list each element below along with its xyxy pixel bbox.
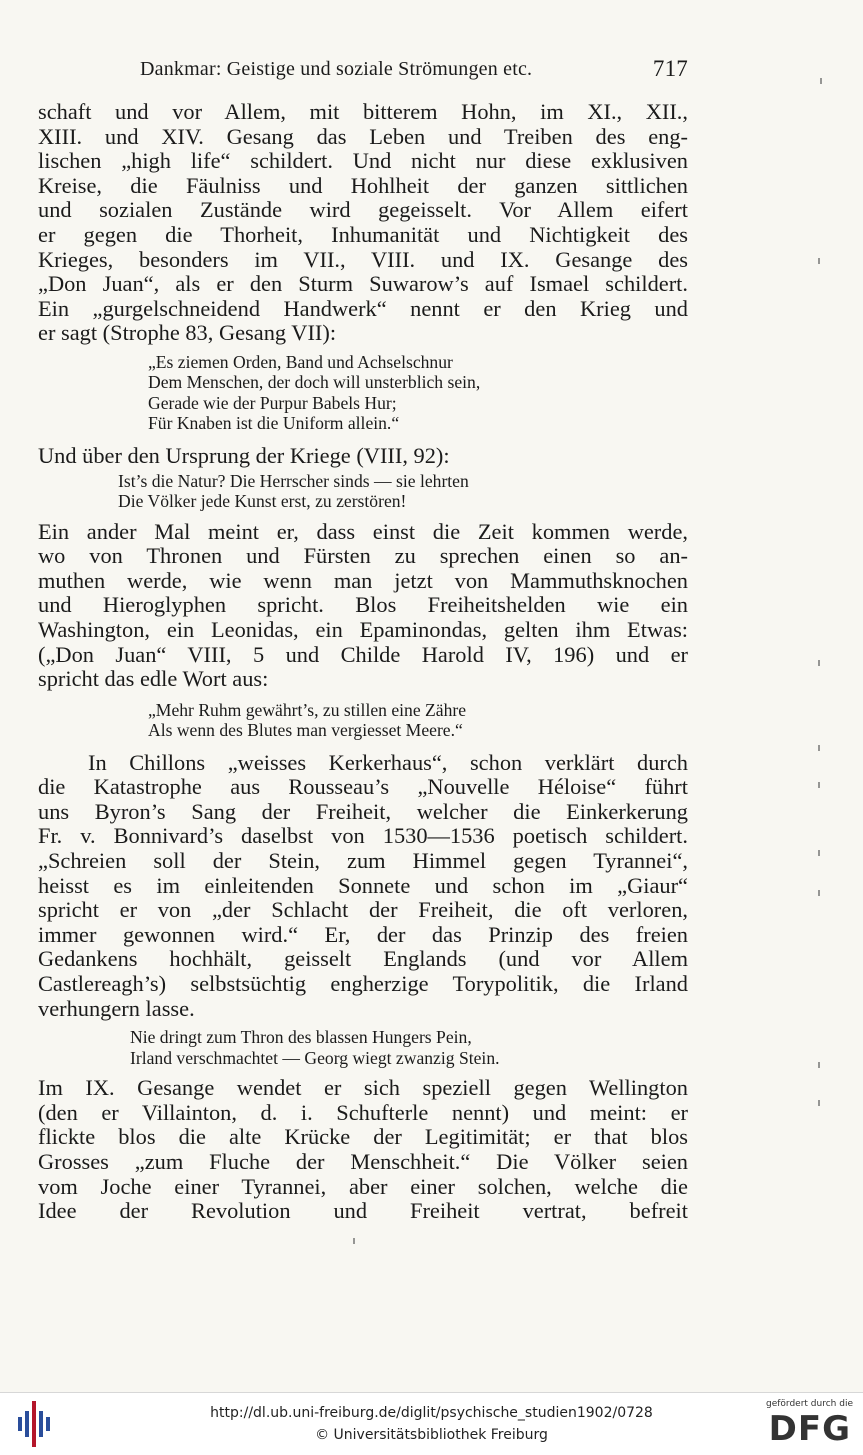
margin-mark	[818, 850, 820, 856]
paragraph-1	[38, 100, 688, 346]
text-line: Washington, ein Leonidas, ein Epaminondas, gelten ihm Etwas:	[38, 616, 688, 642]
margin-mark	[818, 1062, 820, 1068]
text-line: heisst es im einleitenden Sonnete und schon im „Giaur“	[38, 872, 688, 898]
text-line: (den er Villainton, d. i. Schufterle nennt) und meint: er	[38, 1099, 688, 1125]
margin-mark	[818, 745, 820, 751]
verse-quote-3	[148, 700, 688, 741]
text-line: er sagt (Strophe 83, Gesang VII):	[38, 320, 337, 346]
text-line: „Don Juan“, als er den Sturm Suwarow’s auf Ismael schildert.	[38, 271, 688, 297]
dfg-logo: DFG	[768, 1409, 851, 1449]
text-line: flickte blos die alte Krücke der Legitimität; er that blos	[38, 1124, 688, 1150]
margin-mark	[820, 78, 822, 84]
text-line: XIII. und XIV. Gesang das Leben und Treiben des eng-	[38, 123, 688, 149]
text-line: lischen „high life“ schildert. Und nicht nur diese exklusiven	[38, 148, 688, 174]
verse-line: „Mehr Ruhm gewährt’s, zu stillen eine Zähre	[148, 699, 467, 720]
margin-mark	[818, 890, 820, 896]
text-line: Fr. v. Bonnivard’s daselbst von 1530—1536 poetisch schildert.	[38, 823, 688, 849]
verse-line: Die Völker jede Kunst erst, zu zerstören!	[118, 491, 407, 512]
text-line: spricht das edle Wort aus:	[38, 666, 269, 692]
running-title: Dankmar: Geistige und soziale Strömungen etc.	[140, 58, 533, 80]
text-line: uns Byron’s Sang der Freiheit, welcher die Einkerkerung	[38, 798, 688, 824]
verse-line: Für Knaben ist die Uniform allein.“	[148, 413, 400, 434]
verse-line: Nie dringt zum Thron des blassen Hungers Pein,	[130, 1027, 472, 1048]
copyright-notice: © Universitätsbibliothek Freiburg	[315, 1427, 548, 1443]
text-line: Und über den Ursprung der Kriege (VIII, 92):	[38, 442, 450, 468]
margin-mark	[353, 1238, 355, 1244]
text-line: wo von Thronen und Fürsten zu sprechen einen so an-	[38, 543, 688, 569]
verse-line: „Es ziemen Orden, Band und Achselschnur	[148, 351, 453, 372]
text-line: und Hieroglyphen spricht. Blos Freiheitshelden wie ein	[38, 592, 688, 618]
verse-quote-4	[130, 1027, 688, 1068]
text-line: („Don Juan“ VIII, 5 und Childe Harold IV, 196) und er	[38, 641, 688, 667]
text-line: Ein ander Mal meint er, dass einst die Zeit kommen werde,	[38, 518, 688, 544]
paragraph-3	[38, 520, 688, 692]
text-line: Castlereagh’s) selbstsüchtig engherzige Torypolitik, die Irland	[38, 971, 688, 997]
margin-mark	[818, 1100, 820, 1106]
text-line: die Katastrophe aus Rousseau’s „Nouvelle Héloise“ führt	[38, 774, 688, 800]
verse-line: Ist’s die Natur? Die Herrscher sinds — sie lehrten	[118, 470, 469, 491]
verse-line: Gerade wie der Purpur Babels Hur;	[148, 392, 397, 413]
text-line: und sozialen Zustände wird gegeisselt. Vor Allem eifert	[38, 197, 688, 223]
text-line: Gedankens hochhält, geisselt Englands (und vor Allem	[38, 946, 688, 972]
text-line: Idee der Revolution und Freiheit vertrat, befreit	[38, 1198, 688, 1224]
text-line: vom Joche einer Tyrannei, aber einer solchen, welche die	[38, 1173, 688, 1199]
margin-mark	[818, 782, 820, 788]
text-line: schaft und vor Allem, mit bitterem Hohn, im XI., XII.,	[38, 99, 688, 124]
page-number: 717	[652, 56, 688, 81]
text-line: muthen werde, wie wenn man jetzt von Mammuthsknochen	[38, 567, 688, 593]
page-header	[140, 56, 688, 86]
paragraph-4	[38, 751, 688, 1022]
text-line: Im IX. Gesange wendet er sich speziell gegen Wellington	[38, 1075, 688, 1101]
text-line: immer gewonnen wird.“ Er, der das Prinzip des freien	[38, 921, 688, 947]
viewer-footer	[0, 1392, 863, 1455]
text-line: Grosses „zum Fluche der Menschheit.“ Die Völker seien	[38, 1149, 688, 1174]
margin-mark	[818, 660, 820, 666]
text-line: spricht er von „der Schlacht der Freiheit, die oft verloren,	[38, 897, 688, 923]
page-url-link[interactable]: http://dl.ub.uni-freiburg.de/diglit/psychische_studien1902/0728	[210, 1405, 653, 1421]
page-body	[38, 100, 688, 1224]
dfg-caption: gefördert durch die	[766, 1399, 853, 1409]
text-line: er gegen die Thorheit, Inhumanität und Nichtigkeit des	[38, 221, 688, 247]
paragraph-2	[38, 444, 688, 469]
verse-quote-2	[118, 471, 688, 512]
paragraph-5	[38, 1076, 688, 1224]
margin-mark	[818, 258, 820, 264]
verse-line: Als wenn des Blutes man vergiesset Meere.“	[148, 720, 463, 741]
text-line: Kreise, die Fäulniss und Hohlheit der ganzen sittlichen	[38, 172, 688, 198]
text-line: verhungern lasse.	[38, 995, 195, 1021]
verse-line: Dem Menschen, der doch will unsterblich sein,	[148, 372, 481, 393]
text-line: Krieges, besonders im VII., VIII. und IX. Gesange des	[38, 246, 688, 272]
text-line: „Schreien soll der Stein, zum Himmel gegen Tyrannei“,	[38, 848, 688, 874]
verse-quote-1	[148, 352, 688, 434]
text-line: Ein „gurgelschneidend Handwerk“ nennt er den Krieg und	[38, 295, 688, 321]
text-line: In Chillons „weisses Kerkerhaus“, schon verklärt durch	[88, 749, 688, 775]
verse-line: Irland verschmachtet — Georg wiegt zwanzig Stein.	[130, 1047, 500, 1068]
